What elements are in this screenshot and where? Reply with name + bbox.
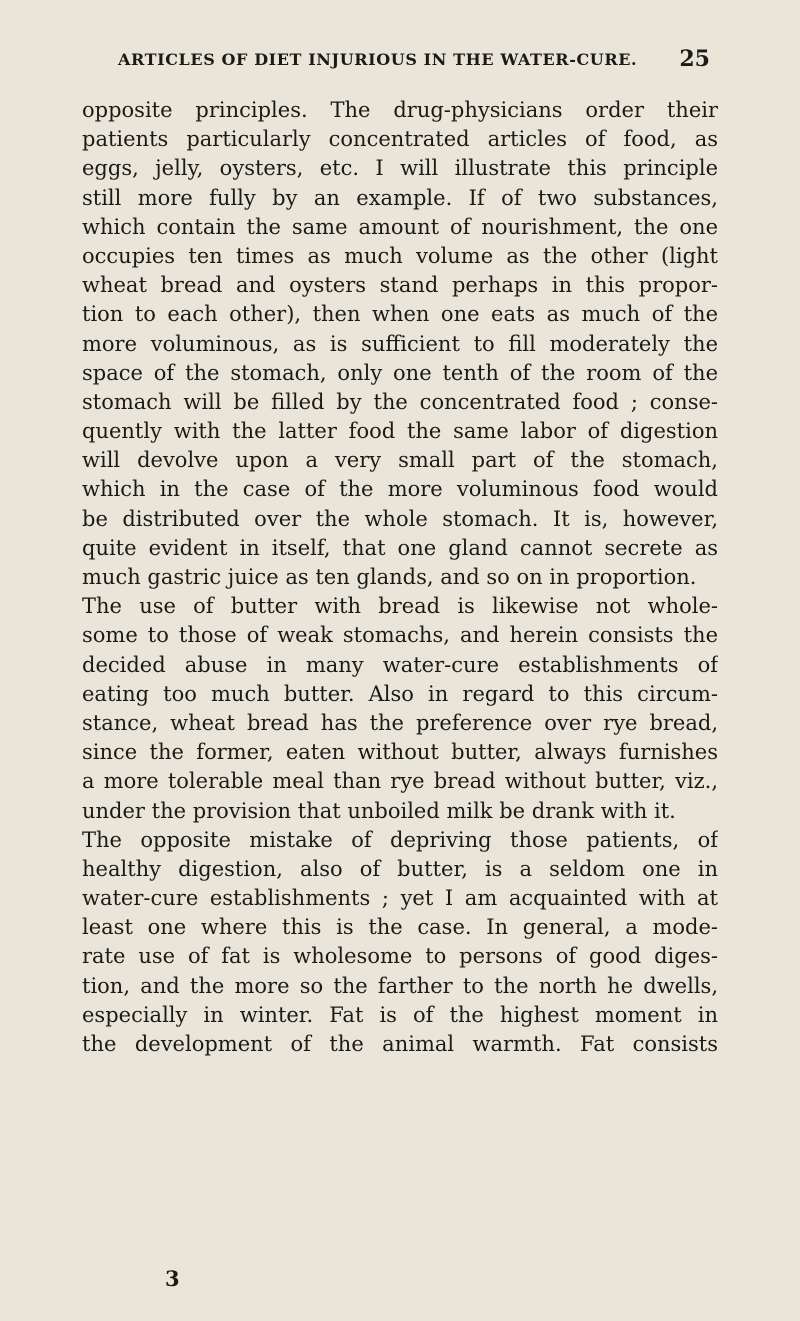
text-line: which in the case of the more voluminous food would <box>82 477 718 502</box>
text-line: wheat bread and oysters stand perhaps in this propor- <box>82 273 718 298</box>
text-line: quently with the latter food the same labor of digestion <box>82 419 718 444</box>
text-line: stance, wheat bread has the preference over rye bread, <box>82 710 718 735</box>
text-line: rate use of fat is wholesome to persons of good diges- <box>82 944 718 969</box>
running-head <box>118 46 718 72</box>
text-line: eggs, jelly, oysters, etc. I will illustrate this principle <box>82 156 718 181</box>
text-line: The opposite mistake of depriving those patients, of <box>82 827 718 852</box>
text-line: healthy digestion, also of butter, is a seldom one in <box>82 856 718 881</box>
text-line: a more tolerable meal than rye bread without butter, viz., <box>82 769 718 794</box>
text-line: which contain the same amount of nourishment, the one <box>82 214 718 239</box>
text-line: stomach will be filled by the concentrated food ; conse- <box>82 389 718 414</box>
text-line: space of the stomach, only one tenth of the room of the <box>82 360 718 385</box>
text-line: since the former, eaten without butter, always furnishes <box>82 740 718 765</box>
text-line: under the provision that unboiled milk be drank with it. <box>82 798 676 823</box>
text-line: especially in winter. Fat is of the highest moment in <box>82 1002 718 1027</box>
text-line: water-cure establishments ; yet I am acquainted with at <box>82 886 718 911</box>
text-line: still more fully by an example. If of two substances, <box>82 185 718 210</box>
text-line: more voluminous, as is sufficient to fill moderately the <box>82 331 718 356</box>
text-line: patients particularly concentrated articles of food, as <box>82 127 718 152</box>
text-line: opposite principles. The drug-physicians order their <box>82 98 718 122</box>
text-line: some to those of weak stomachs, and herein consists the <box>82 623 718 648</box>
text-line: much gastric juice as ten glands, and so on in proportion. <box>82 565 697 589</box>
text-line: will devolve upon a very small part of the stomach, <box>82 448 718 473</box>
text-line: occupies ten times as much volume as the other (light <box>82 243 718 268</box>
page-number: 25 <box>679 46 710 72</box>
text-line: decided abuse in many water-cure establishments of <box>82 652 718 677</box>
text-line: least one where this is the case. In general, a mode- <box>82 915 718 940</box>
body-text <box>82 96 718 1059</box>
text-line: tion to each other), then when one eats as much of the <box>82 302 718 327</box>
text-line: the development of the animal warmth. Fat consists <box>82 1032 718 1056</box>
text-line: tion, and the more so the farther to the north he dwells, <box>82 973 718 998</box>
signature-mark: 3 <box>165 1266 180 1291</box>
text-line: eating too much butter. Also in regard to this circum- <box>82 681 718 706</box>
text-line: The use of butter with bread is likewise not whole- <box>82 594 718 619</box>
running-title: ARTICLES OF DIET INJURIOUS IN THE WATER-CURE. <box>118 50 638 69</box>
text-line: quite evident in itself, that one gland cannot secrete as <box>82 535 718 560</box>
text-line: be distributed over the whole stomach. It is, however, <box>82 506 718 531</box>
